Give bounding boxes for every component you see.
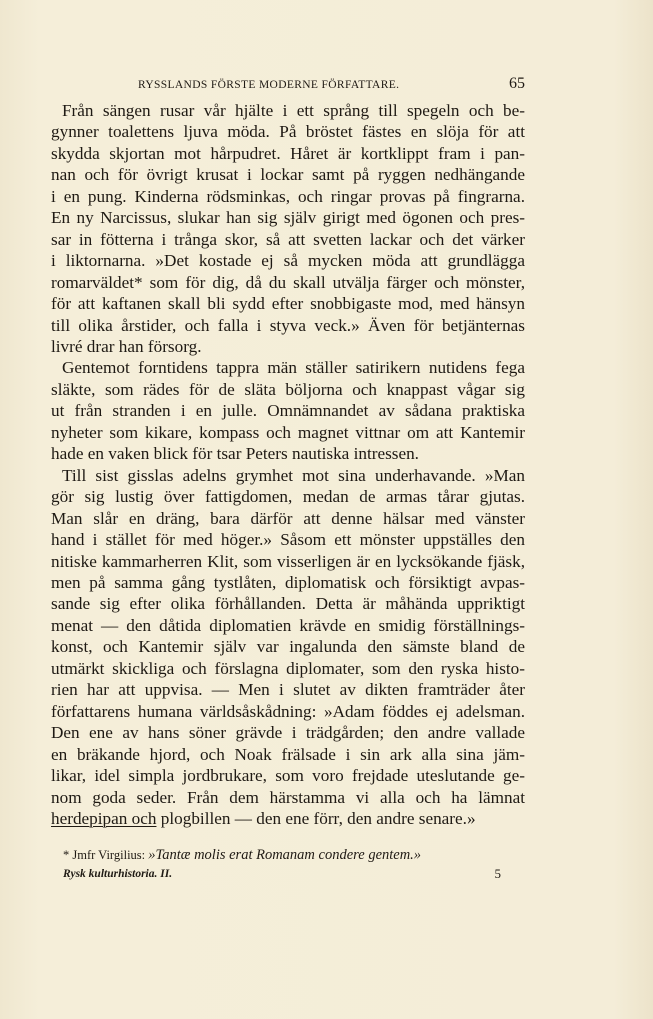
running-title: RYSSLANDS FÖRSTE MODERNE FÖRFATTARE.	[138, 79, 400, 91]
text-line: rien har att uppvisa. — Men i slutet av dikten framträder åter	[51, 680, 525, 700]
text-line: men på samma gång tystlåten, diplomatisk och försiktigt avpas-	[51, 572, 525, 592]
final-text-line	[51, 808, 525, 829]
text-line: sande sig efter olika förhållanden. Detta är måhända uppriktigt	[51, 594, 525, 614]
text-line: Den ene av hans söner grävde i trädgården; den andre vallade	[51, 723, 525, 743]
text-line: i en pung. Kinderna rödsminkas, och ringar provas på fingrarna.	[51, 186, 525, 206]
text-line: likar, idel simpla jordbrukare, som voro frejdade uteslutande ge-	[51, 766, 525, 786]
text-line: menat — den dåtida diplomatien krävde en smidig förställnings-	[51, 615, 525, 635]
page-number: 65	[509, 75, 525, 92]
text-line: En ny Narcissus, slukar han sig själv girigt med ögonen och pres-	[51, 208, 525, 228]
underlined-phrase: herdepipan och	[51, 808, 157, 828]
running-header	[138, 76, 525, 94]
text-line: utmärkt skickliga och förslagna diplomater, som den ryska histo-	[51, 658, 525, 678]
text-line: nom goda seder. Från dem härstamma vi alla och ha lämnat	[51, 787, 525, 807]
paragraph-3	[51, 465, 525, 830]
text-line: författarens humana världsåskådning: »Adam föddes ej adelsman.	[51, 701, 525, 721]
footnote	[63, 846, 421, 864]
text-line: hand i stället för med höger.» Såsom ett mönster uppställes den	[51, 530, 525, 550]
text-line: ut från stranden i en julle. Omnämnandet av sådana praktiska	[51, 401, 525, 421]
text-line: sar in fötterna i trånga skor, så att svetten lackar och det värker	[51, 229, 525, 249]
paragraph-1	[51, 100, 525, 357]
final-line-rest: plogbillen — den ene förr, den andre senare.»	[156, 808, 476, 828]
text-line: gynner toalettens ljuva möda. På bröstet fästes en slöja för att	[51, 122, 525, 142]
text-line: till olika årstider, och falla i styva veck.» Även för betjänternas	[51, 315, 525, 335]
text-line: nitiske kammarherren Klit, som visserligen är en lycksökande fjäsk,	[51, 551, 525, 571]
text-line: skydda skjortan mot hårpudret. Håret är kortklippt fram i pan-	[51, 143, 525, 163]
text-line: i liktornarna. »Det kostade ej så mycken möda att grundlägga	[51, 251, 525, 271]
text-line: hade en vaken blick för tsar Peters nautiska intressen.	[51, 444, 419, 464]
paragraph-2	[51, 357, 525, 464]
text-line: Gentemot forntidens tappra män ställer satirikern nutidens fega	[62, 358, 525, 378]
latin-quote: »Tantæ molis erat Romanam condere gentem.»	[148, 847, 422, 863]
text-line: Man slår en dräng, bara därför att denne hälsar med vänster	[51, 508, 525, 528]
text-line: en bräkande hjord, och Noak frälsade i sin ark alla sina jäm-	[51, 744, 525, 764]
footnote-marker: * Jmfr Virgilius:	[63, 848, 149, 862]
text-line: livré drar han försorg.	[51, 336, 202, 356]
text-line: gör sig lustig över fattigdomen, medan de armas tårar gjutas.	[51, 487, 525, 507]
text-line: Från sängen rusar vår hjälte i ett språng till spegeln och be-	[62, 101, 525, 120]
signature-title: Rysk kulturhistoria. II.	[63, 868, 173, 880]
text-line: Till sist gisslas adelns grymhet mot sina underhavande. »Man	[62, 465, 525, 485]
text-line: romarväldet* som för dig, då du skall utvälja färger och mönster,	[51, 272, 525, 292]
text-line: konst, och Kantemir själv var ingalunda den sämste bland de	[51, 637, 525, 657]
text-line: nan och för övrigt krusat i lockar samt på ryggen nedhängande	[51, 165, 525, 185]
text-line: nyheter som kikare, kompass och magnet vittnar om att Kantemir	[51, 422, 525, 442]
main-text	[51, 100, 525, 829]
signature-number: 5	[494, 866, 501, 881]
text-line: släkte, som rädes för de släta böljorna och knappast vågar sig	[51, 379, 525, 399]
text-line: för att kaftanen skall bli sydd efter snobbigaste mod, med hänsyn	[51, 294, 525, 314]
